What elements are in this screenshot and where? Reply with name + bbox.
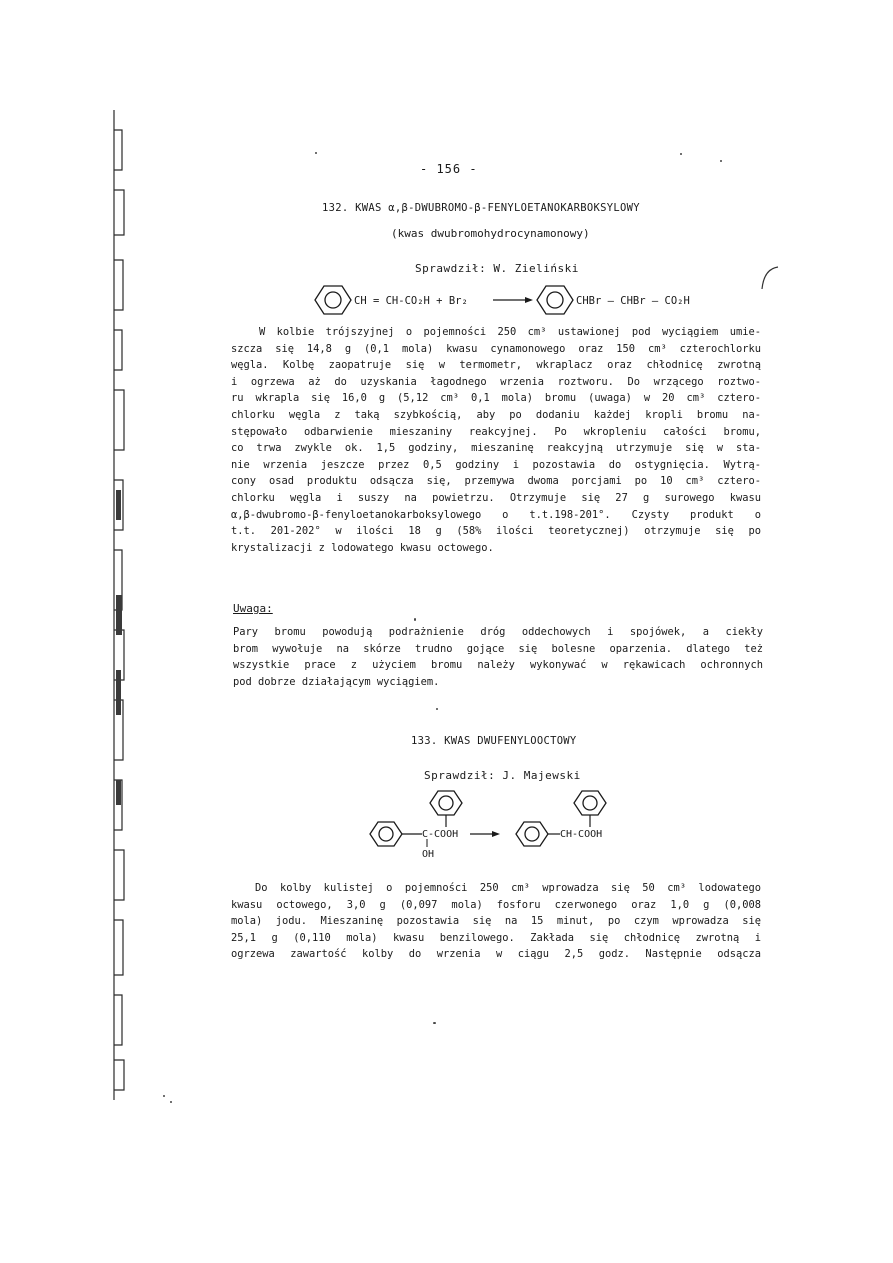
text-line: mola) jodu. Mieszaninę pozostawia się na 15 minut, po czym wprowadza się	[231, 915, 761, 928]
text-line: kwasu octowego, 3,0 g (0,097 mola) fosforu czerwonego oraz 1,0 g (0,008	[231, 898, 761, 911]
margin-mark	[758, 265, 780, 291]
scan-speck	[433, 1022, 436, 1024]
note-text	[233, 624, 763, 690]
reaction-133-scheme	[360, 787, 640, 867]
section-132-title: KWAS α,β-DWUBROMO-β-FENYLOETANOKARBOKSYLOWY	[355, 202, 640, 214]
text-line: wszystkie prace z użyciem bromu należy wykonywać w rękawicach ochronnych	[233, 659, 763, 672]
text-line: Pary bromu powodują podrażnienie dróg oddechowych i spojówek, a ciekły	[233, 626, 763, 638]
section-133-number: 133.	[411, 735, 438, 747]
text-line: ogrzewa zawartość kolby do wrzenia w ciągu 2,5 godz. Następnie odsącza	[231, 948, 761, 961]
section-133-title: KWAS DWUFENYLOOCTOWY	[444, 735, 577, 747]
benzene-ring-icon	[516, 822, 548, 846]
text-line: nie wrzenia jeszcze przez 0,5 godziny i pozostawia do ostygnięcia. Wytrą-	[231, 458, 761, 471]
benzene-ring-icon	[537, 286, 573, 314]
text-line: krystalizacji z lodowatego kwasu octowego.	[231, 541, 494, 554]
reaction-133-hydroxyl: OH	[422, 849, 435, 860]
scan-binding-edge	[108, 100, 130, 1110]
text-line: i ogrzewa aż do uzyskania łagodnego wrzenia roztworu. Do wrzącego roztwo-	[231, 375, 761, 388]
note-label: Uwaga:	[233, 602, 273, 615]
benzene-ring-icon	[370, 822, 402, 846]
text-line: pod dobrze działającym wyciągiem.	[233, 675, 440, 688]
reaction-132-scheme	[305, 281, 725, 323]
scan-speck	[414, 618, 416, 621]
text-line: Do kolby kulistej o pojemności 250 cm³ wprowadza się 50 cm³ lodowatego	[255, 882, 761, 894]
section-133-heading	[411, 735, 577, 747]
text-line: 25,1 g (0,110 mola) kwasu benzilowego. Zakłada się chłodnicę zwrotną i	[231, 931, 761, 944]
text-line: węgla. Kolbę zaopatruje się w termometr, wkraplacz oraz chłodnicę zwrotną	[231, 359, 761, 372]
text-line: chlorku węgla i suszy na powietrzu. Otrzymuje się 27 g surowego kwasu	[231, 491, 761, 504]
section-132-procedure	[231, 324, 761, 556]
benzene-ring-icon	[574, 791, 606, 815]
section-133-checked-by: Sprawdził: J. Majewski	[424, 769, 581, 782]
scan-speck	[163, 1095, 165, 1097]
text-line: co trwa zwykle ok. 1,5 godziny, mieszaninę reakcyjną utrzymuje się w sta-	[231, 442, 761, 455]
reaction-133-reactant-group: C-COOH	[422, 829, 459, 840]
text-line: α,β-dwubromo-β-fenyloetanokarboksylowego o t.t.198-201°. Czysty produkt o	[231, 508, 761, 521]
scan-speck	[170, 1101, 172, 1103]
section-133-procedure	[231, 880, 761, 963]
text-line: brom wywołuje na skórze trudno gojące się bolesne oparzenia. dlatego też	[233, 642, 763, 655]
text-line: chlorku węgla z taką szybkością, aby po dodaniu każdej kropli bromu na-	[231, 408, 761, 421]
section-132-number: 132.	[322, 202, 349, 214]
section-132-subtitle: (kwas dwubromohydrocynamonowy)	[391, 227, 590, 240]
text-line: cony osad produktu odsącza się, przemywa dwoma porcjami po 10 cm³ cztero-	[231, 475, 761, 488]
scan-speck	[720, 160, 722, 162]
benzene-ring-icon	[315, 286, 351, 314]
text-line: stępowało odbarwienie mieszaniny reakcyjnej. Po wkropleniu całości bromu,	[231, 425, 761, 438]
reaction-132-reactant: CH = CH-CO₂H + Br₂	[354, 295, 468, 307]
scan-speck	[680, 153, 682, 155]
text-line: t.t. 201-202° w ilości 18 g (58% ilości teoretycznej) otrzymuje się po	[231, 525, 761, 538]
section-132-heading	[322, 202, 640, 214]
page-number: - 156 -	[420, 162, 478, 176]
scan-speck	[315, 152, 317, 154]
text-line: W kolbie trójszyjnej o pojemności 250 cm³ ustawionej pod wyciągiem umie-	[259, 326, 761, 338]
benzene-ring-icon	[430, 791, 462, 815]
text-line: ru wkrapla się 16,0 g (5,12 cm³ 0,1 mola) bromu (uwaga) w 20 cm³ cztero-	[231, 392, 761, 405]
text-line: szcza się 14,8 g (0,1 mola) kwasu cynamonowego oraz 150 cm³ czterochlorku	[231, 342, 761, 355]
reaction-133-product-group: CH-COOH	[560, 829, 603, 840]
reaction-132-product: CHBr — CHBr — CO₂H	[576, 295, 690, 307]
section-132-checked-by: Sprawdził: W. Zieliński	[415, 262, 579, 275]
scan-speck	[436, 708, 438, 710]
